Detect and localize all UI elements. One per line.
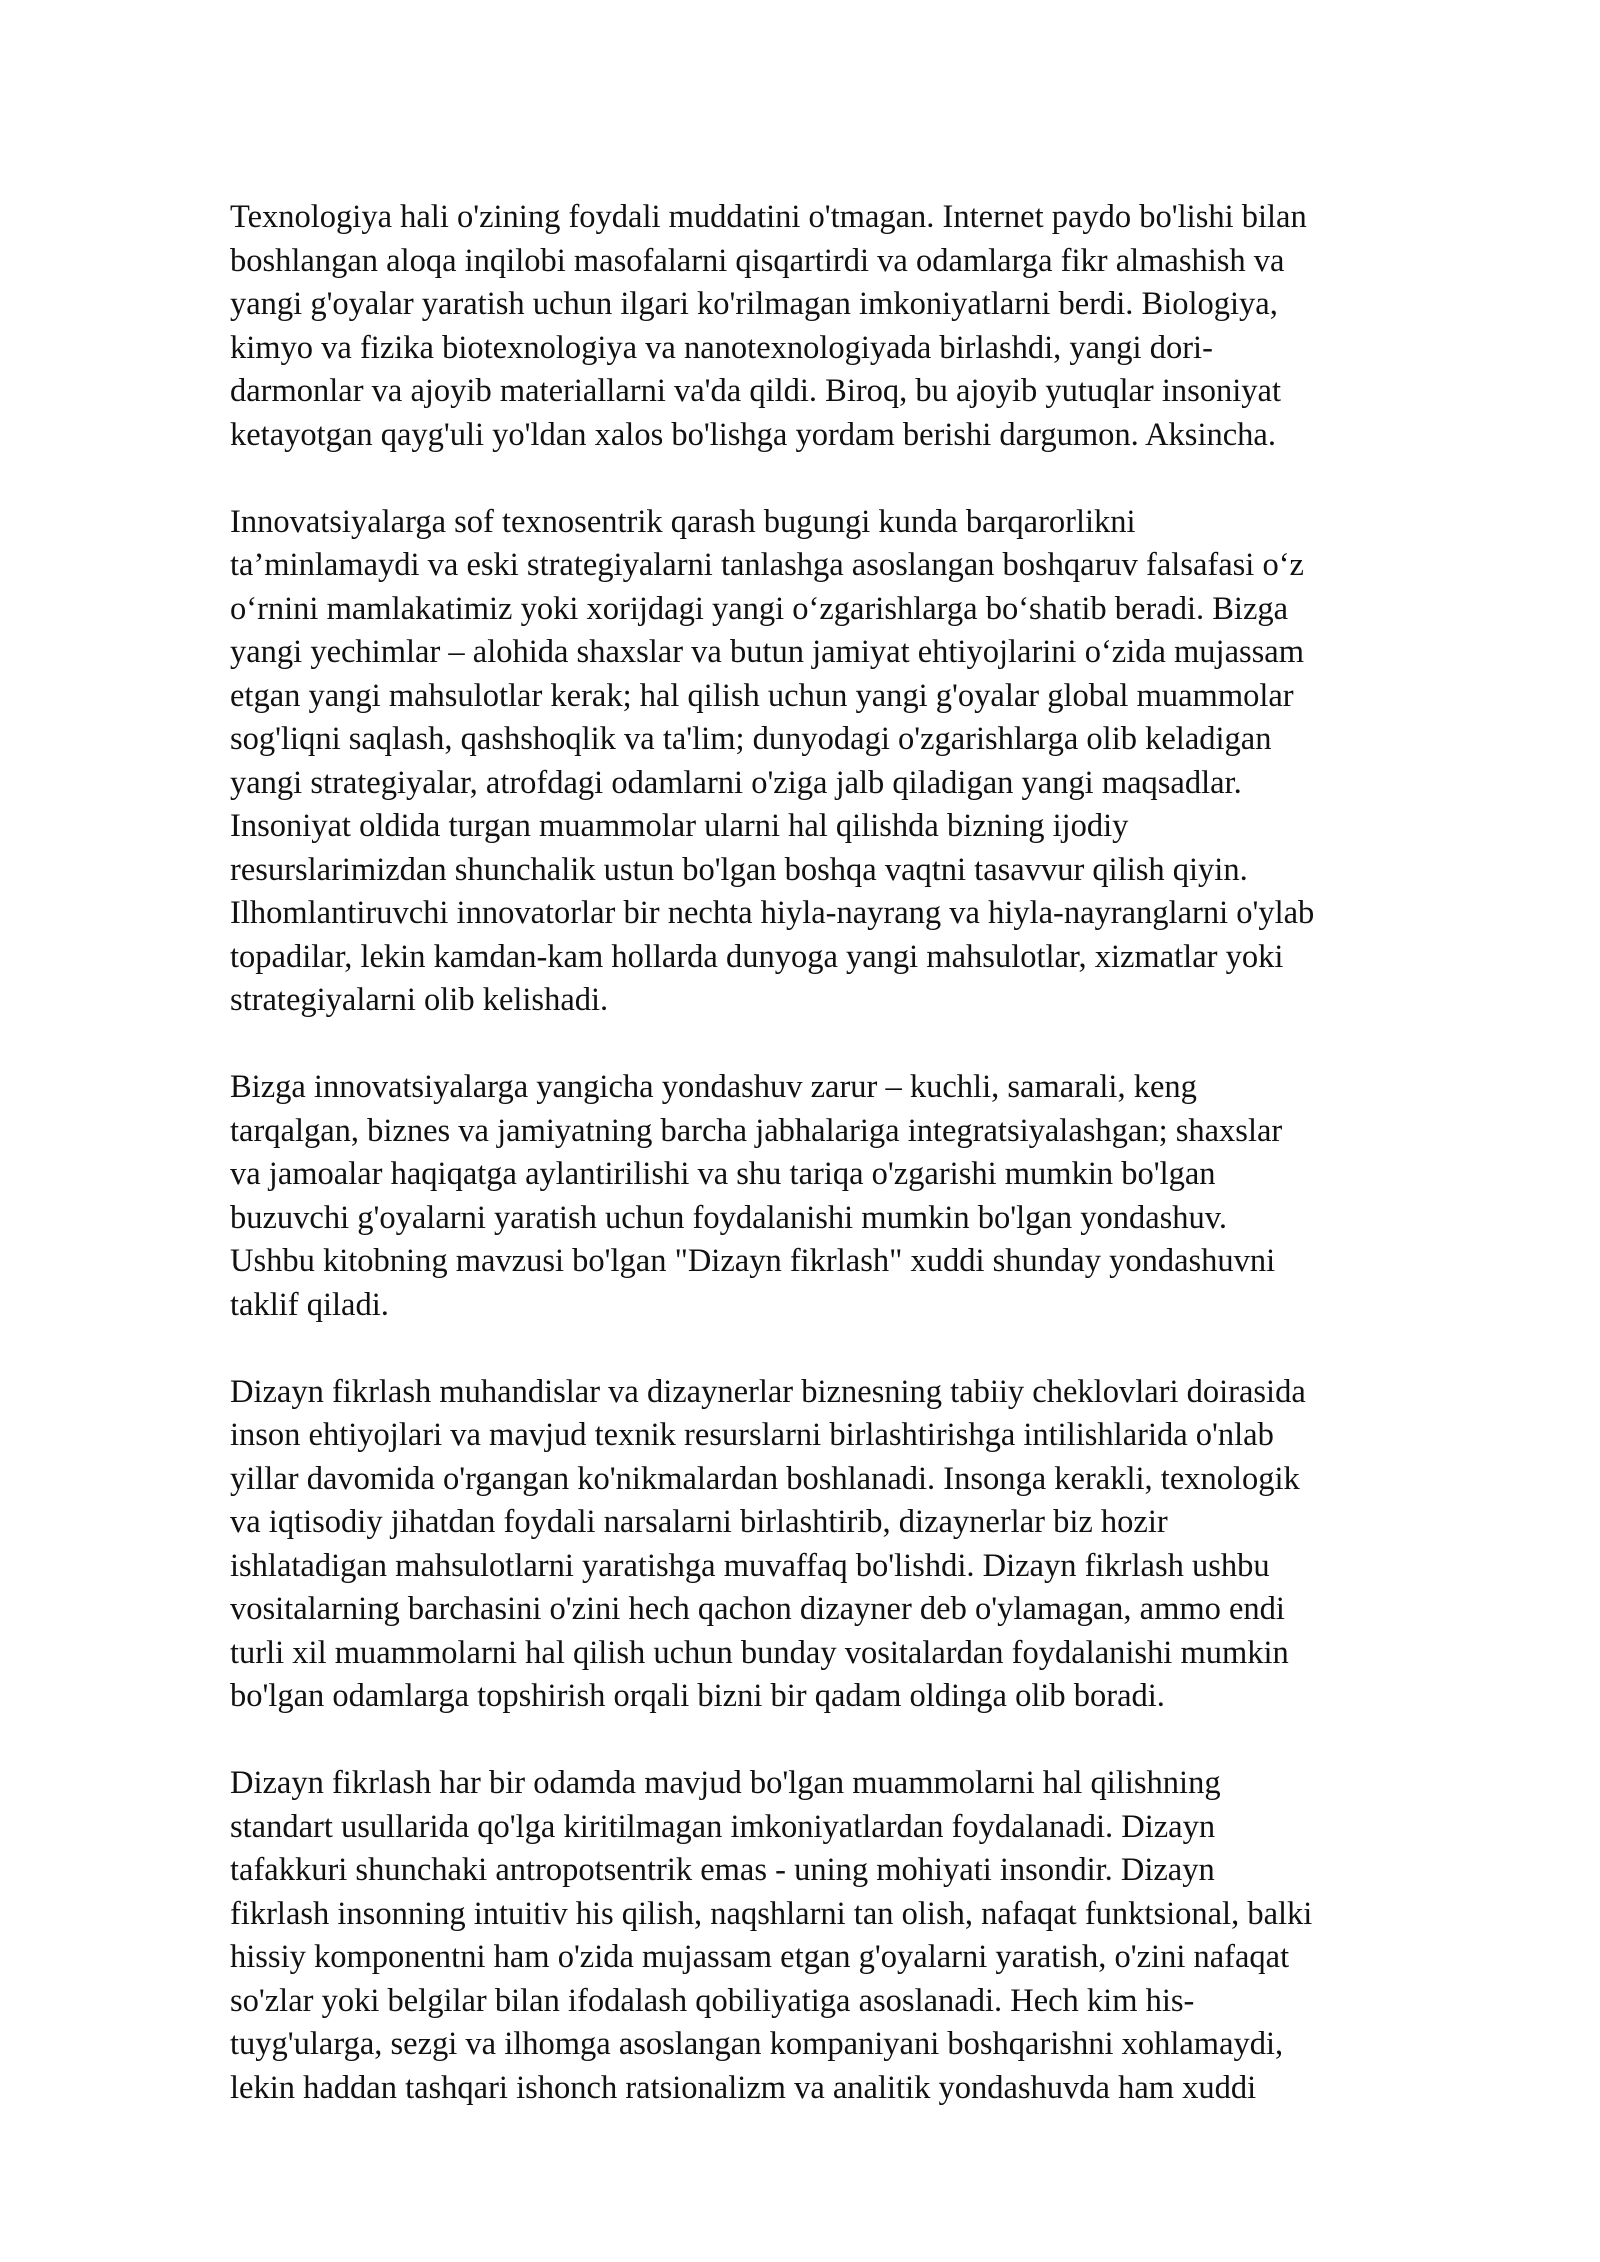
text-line: Innovatsiyalarga sof texnosentrik qarash bugungi kunda barqarorlikni	[230, 503, 1136, 540]
text-line: ketayotgan qayg'uli yo'ldan xalos bo'lishga yordam berishi dargumon. Aksincha.	[230, 416, 1276, 453]
text-line: yangi strategiyalar, atrofdagi odamlarni o'ziga jalb qiladigan yangi maqsadlar.	[230, 764, 1242, 801]
text-line: yangi yechimlar – alohida shaxslar va butun jamiyat ehtiyojlarini o‘zida mujassam	[230, 634, 1305, 670]
paragraph-3	[230, 1066, 1498, 1327]
text-line: Ilhomlantiruvchi innovatorlar bir nechta hiyla-nayrang va hiyla-nayranglarni o'ylab	[230, 895, 1315, 931]
text-line: boshlangan aloqa inqilobi masofalarni qisqartirdi va odamlarga fikr almashish va	[230, 242, 1285, 279]
text-line: fikrlash insonning intuitiv his qilish, naqshlarni tan olish, nafaqat funktsional, balki	[230, 1895, 1313, 1932]
text-line: Texnologiya hali o'zining foydali muddatini o'tmagan. Internet paydo bo'lishi bilan	[230, 199, 1307, 235]
text-line: Dizayn fikrlash har bir odamda mavjud bo'lgan muammolarni hal qilishning	[230, 1765, 1221, 1801]
text-line: bo'lgan odamlarga topshirish orqali bizni bir qadam oldinga olib boradi.	[230, 1678, 1165, 1714]
text-line: hissiy komponentni ham o'zida mujassam etgan g'oyalarni yaratish, o'zini nafaqat	[230, 1939, 1290, 1975]
text-line: ta’minlamaydi va eski strategiyalarni tanlashga asoslangan boshqaruv falsafasi o‘z	[230, 547, 1304, 583]
text-line: strategiyalarni olib kelishadi.	[230, 982, 609, 1018]
text-line: va iqtisodiy jihatdan foydali narsalarni birlashtirib, dizaynerlar biz hozir	[230, 1504, 1168, 1540]
text-line: tafakkuri shunchaki antropotsentrik emas - uning mohiyati insondir. Dizayn	[230, 1852, 1215, 1888]
paragraph-4	[230, 1371, 1498, 1719]
text-line: turli xil muammolarni hal qilish uchun bunday vositalardan foydalanishi mumkin	[230, 1634, 1289, 1671]
text-line: buzuvchi g'oyalarni yaratish uchun foydalanishi mumkin bo'lgan yondashuv.	[230, 1199, 1228, 1236]
text-line: darmonlar va ajoyib materiallarni va'da qildi. Biroq, bu ajoyib yutuqlar insoniyat	[230, 373, 1282, 409]
text-line: inson ehtiyojlari va mavjud texnik resurslarni birlashtirishga intilishlarida o'nlab	[230, 1417, 1274, 1453]
text-line: Dizayn fikrlash muhandislar va dizaynerlar biznesning tabiiy cheklovlari doirasida	[230, 1373, 1306, 1410]
text-line: vositalarning barchasini o'zini hech qachon dizayner deb o'ylamagan, ammo endi	[230, 1591, 1285, 1627]
text-line: resurslarimizdan shunchalik ustun bo'lgan boshqa vaqtni tasavvur qilish qiyin.	[230, 851, 1248, 888]
text-line: sog'liqni saqlash, qashshoqlik va ta'lim; dunyodagi o'zgarishlarga olib keladigan	[230, 721, 1272, 757]
text-line: yangi g'oyalar yaratish uchun ilgari ko'rilmagan imkoniyatlarni berdi. Biologiya,	[230, 286, 1278, 322]
text-line: topadilar, lekin kamdan-kam hollarda dunyoga yangi mahsulotlar, xizmatlar yoki	[230, 938, 1284, 975]
text-line: yillar davomida o'rgangan ko'nikmalardan boshlanadi. Insonga kerakli, texnologik	[230, 1460, 1300, 1497]
text-line: etgan yangi mahsulotlar kerak; hal qilish uchun yangi g'oyalar global muammolar	[230, 677, 1294, 714]
text-line: Insoniyat oldida turgan muammolar ularni hal qilishda bizning ijodiy	[230, 808, 1129, 844]
text-line: tarqalgan, biznes va jamiyatning barcha jabhalariga integratsiyalashgan; shaxslar	[230, 1112, 1283, 1149]
text-line: taklif qiladi.	[230, 1286, 389, 1323]
text-line: Ushbu kitobning mavzusi bo'lgan "Dizayn fikrlash" xuddi shunday yondashuvni	[230, 1243, 1276, 1279]
text-line: ishlatadigan mahsulotlarni yaratishga muvaffaq bo'lishdi. Dizayn fikrlash ushbu	[230, 1547, 1270, 1584]
text-line: o‘rnini mamlakatimiz yoki xorijdagi yangi o‘zgarishlarga bo‘shatib beradi. Bizga	[230, 590, 1289, 627]
text-line: standart usullarida qo'lga kiritilmagan imkoniyatlardan foydalanadi. Dizayn	[230, 1808, 1216, 1845]
text-line: so'zlar yoki belgilar bilan ifodalash qobiliyatiga asoslanadi. Hech kim his-	[230, 1982, 1195, 2019]
text-line: kimyo va fizika biotexnologiya va nanotexnologiyada birlashdi, yangi dori-	[230, 329, 1213, 366]
text-line: tuyg'ularga, sezgi va ilhomga asoslangan kompaniyani boshqarishni xohlamaydi,	[230, 2026, 1284, 2062]
text-line: va jamoalar haqiqatga aylantirilishi va shu tariqa o'zgarishi mumkin bo'lgan	[230, 1156, 1216, 1192]
document-page	[230, 196, 1498, 2154]
text-line: lekin haddan tashqari ishonch ratsionalizm va analitik yondashuvda ham xuddi	[230, 2069, 1257, 2106]
paragraph-2	[230, 501, 1498, 1023]
paragraph-5	[230, 1762, 1498, 2110]
text-line: Bizga innovatsiyalarga yangicha yondashuv zarur – kuchli, samarali, keng	[230, 1069, 1197, 1105]
paragraph-1	[230, 196, 1498, 457]
